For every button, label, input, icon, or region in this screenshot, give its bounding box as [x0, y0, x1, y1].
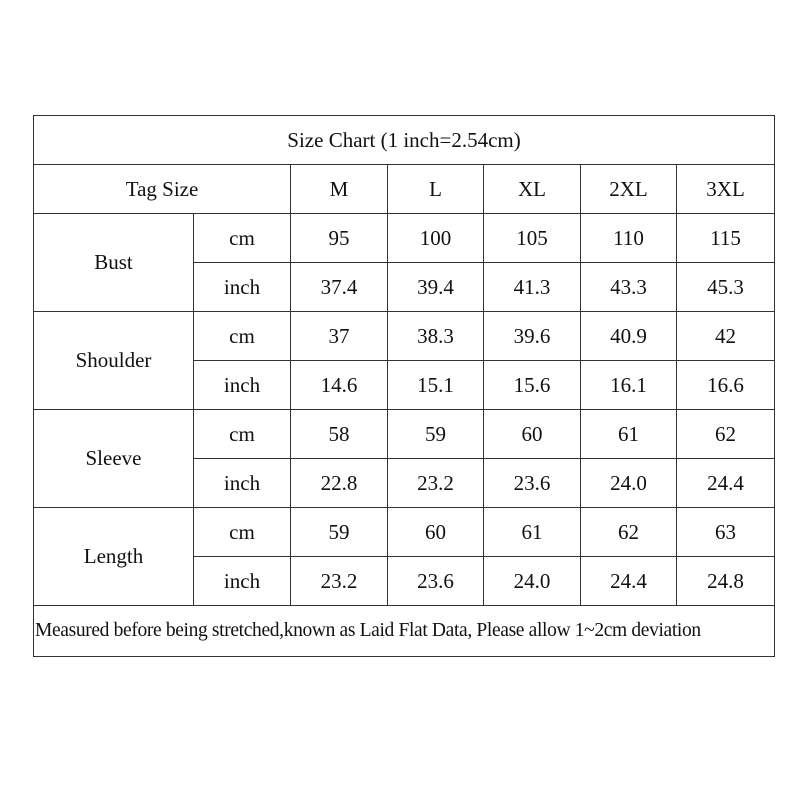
- length-cm-value: 60: [388, 508, 484, 557]
- deviation-note: Measured before being stretched,known as Laid Flat Data, Please allow 1~2cm deviation: [34, 606, 775, 657]
- size-chart-title: Size Chart (1 inch=2.54cm): [34, 116, 775, 165]
- length-inch-value: 24.0: [484, 557, 581, 606]
- size-chart-table: [33, 115, 775, 657]
- sleeve-cm-row: [34, 410, 775, 459]
- length-cm-value: 63: [677, 508, 775, 557]
- bust-cm-row: [34, 214, 775, 263]
- bust-cm-value: 95: [291, 214, 388, 263]
- sleeve-cm-value: 61: [581, 410, 677, 459]
- sleeve-inch-value: 23.2: [388, 459, 484, 508]
- shoulder-inch-value: 16.1: [581, 361, 677, 410]
- bust-cm-unit: cm: [194, 214, 291, 263]
- shoulder-inch-value: 15.6: [484, 361, 581, 410]
- bust-inch-value: 41.3: [484, 263, 581, 312]
- length-inch-value: 24.8: [677, 557, 775, 606]
- length-inch-unit: inch: [194, 557, 291, 606]
- bust-inch-value: 43.3: [581, 263, 677, 312]
- length-cm-unit: cm: [194, 508, 291, 557]
- bust-label: Bust: [34, 214, 194, 312]
- size-chart-body: [34, 116, 775, 657]
- sleeve-inch-value: 24.0: [581, 459, 677, 508]
- tag-size-header: Tag Size: [34, 165, 291, 214]
- shoulder-inch-value: 15.1: [388, 361, 484, 410]
- length-cm-value: 61: [484, 508, 581, 557]
- length-cm-value: 62: [581, 508, 677, 557]
- shoulder-cm-value: 37: [291, 312, 388, 361]
- bust-cm-value: 105: [484, 214, 581, 263]
- bust-inch-value: 39.4: [388, 263, 484, 312]
- size-header-m: M: [291, 165, 388, 214]
- sleeve-inch-value: 22.8: [291, 459, 388, 508]
- sleeve-cm-unit: cm: [194, 410, 291, 459]
- size-header-l: L: [388, 165, 484, 214]
- sleeve-inch-unit: inch: [194, 459, 291, 508]
- shoulder-cm-value: 39.6: [484, 312, 581, 361]
- bust-inch-unit: inch: [194, 263, 291, 312]
- shoulder-inch-value: 16.6: [677, 361, 775, 410]
- size-header-xl: XL: [484, 165, 581, 214]
- header-row: [34, 165, 775, 214]
- length-inch-value: 23.6: [388, 557, 484, 606]
- footer-row: [34, 606, 775, 657]
- sleeve-cm-value: 60: [484, 410, 581, 459]
- shoulder-cm-unit: cm: [194, 312, 291, 361]
- bust-inch-value: 45.3: [677, 263, 775, 312]
- shoulder-inch-value: 14.6: [291, 361, 388, 410]
- length-inch-value: 24.4: [581, 557, 677, 606]
- sleeve-cm-value: 58: [291, 410, 388, 459]
- shoulder-cm-value: 40.9: [581, 312, 677, 361]
- length-label: Length: [34, 508, 194, 606]
- sleeve-cm-value: 62: [677, 410, 775, 459]
- sleeve-label: Sleeve: [34, 410, 194, 508]
- sleeve-cm-value: 59: [388, 410, 484, 459]
- sleeve-inch-value: 23.6: [484, 459, 581, 508]
- shoulder-label: Shoulder: [34, 312, 194, 410]
- shoulder-cm-row: [34, 312, 775, 361]
- title-row: [34, 116, 775, 165]
- sleeve-inch-value: 24.4: [677, 459, 775, 508]
- bust-cm-value: 115: [677, 214, 775, 263]
- bust-cm-value: 110: [581, 214, 677, 263]
- length-cm-value: 59: [291, 508, 388, 557]
- size-header-2xl: 2XL: [581, 165, 677, 214]
- bust-inch-value: 37.4: [291, 263, 388, 312]
- shoulder-cm-value: 42: [677, 312, 775, 361]
- length-cm-row: [34, 508, 775, 557]
- size-header-3xl: 3XL: [677, 165, 775, 214]
- length-inch-value: 23.2: [291, 557, 388, 606]
- bust-cm-value: 100: [388, 214, 484, 263]
- shoulder-inch-unit: inch: [194, 361, 291, 410]
- shoulder-cm-value: 38.3: [388, 312, 484, 361]
